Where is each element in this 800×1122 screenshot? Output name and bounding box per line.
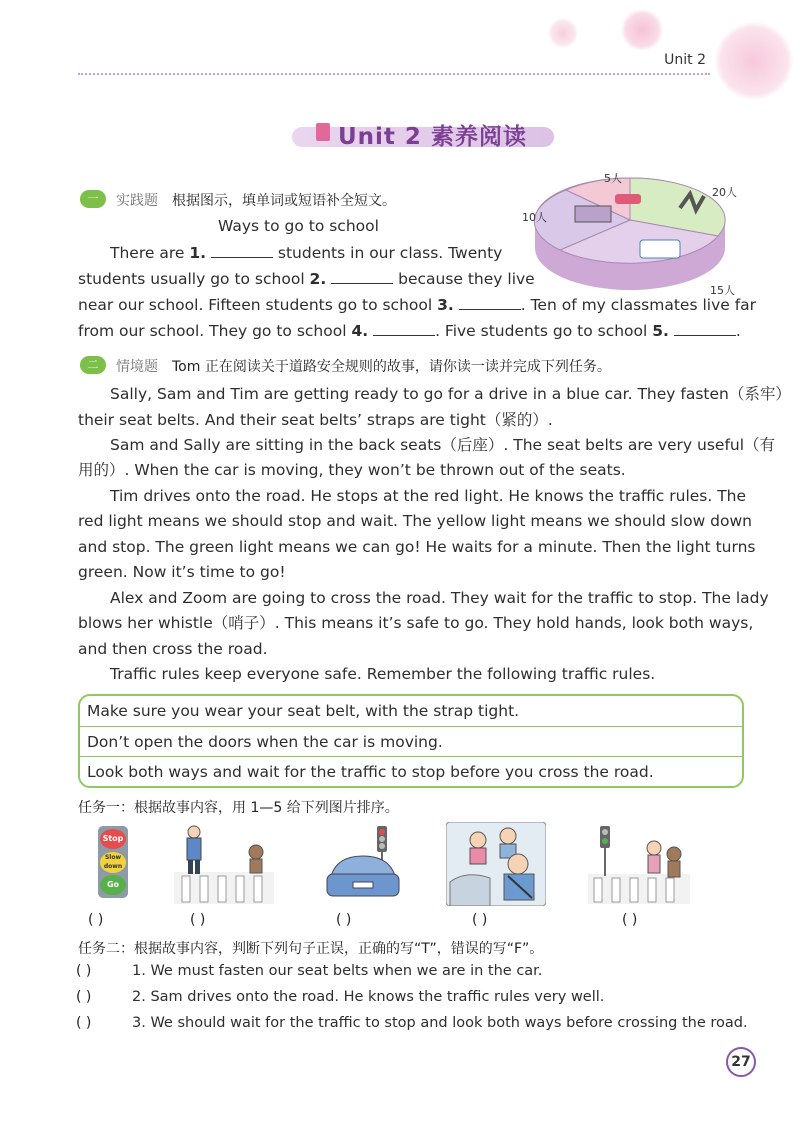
blossom-decoration (548, 18, 578, 48)
story-line: and then cross the road. (78, 640, 268, 658)
tf-answer-1[interactable]: ( ) (76, 963, 92, 979)
svg-text:10人: 10人 (522, 211, 547, 224)
passage-subtitle: Ways to go to school (218, 217, 379, 235)
section-badge-1: 一 (80, 190, 106, 208)
task1-heading: 任务一：根据故事内容，用 1—5 给下列图片排序。 (78, 800, 399, 816)
story-line: 用的）. When the car is moving, they won’t be thrown out of the seats. (78, 461, 626, 479)
story-line: Tim drives onto the road. He stops at the red light. He knows the traffic rules. The (110, 487, 747, 505)
story-line: Sam and Sally are sitting in the back seats（后座）. The seat belts are very useful（有 (110, 436, 776, 454)
order-answer-3[interactable]: ( ) (336, 912, 352, 928)
answer-blank[interactable] (373, 321, 435, 336)
traffic-rules-box (78, 694, 744, 788)
rule-item: Look both ways and wait for the traffic to stop before you cross the road. (80, 756, 742, 787)
story-line: and stop. The green light means we can go! He waits for a minute. Then the light turns (78, 538, 756, 556)
cloze-line: students usually go to school 2. because they live (78, 270, 535, 288)
order-answer-1[interactable]: ( ) (88, 912, 104, 928)
page-number: 27 (726, 1047, 756, 1077)
section-type-1: 实践题 (116, 193, 158, 209)
svg-text:20人: 20人 (712, 186, 737, 199)
tf-statement-2: 2. Sam drives onto the road. He knows the traffic rules very well. (132, 989, 605, 1005)
story-line: Sally, Sam and Tim are getting ready to go for a drive in a blue car. They fasten（系牢） (110, 385, 791, 403)
story-line: red light means we should stop and wait. The yellow light means we should slow down (78, 512, 753, 530)
lady-whistle-crossing-picture (174, 824, 274, 906)
page-title: Unit 2 素养阅读 (338, 124, 527, 150)
answer-blank[interactable] (459, 295, 521, 310)
order-answer-5[interactable]: ( ) (622, 912, 638, 928)
tf-answer-3[interactable]: ( ) (76, 1015, 92, 1031)
svg-text:15人: 15人 (710, 284, 735, 297)
rule-item: Don’t open the doors when the car is moving. (80, 726, 742, 757)
tf-answer-2[interactable]: ( ) (76, 989, 92, 1005)
story-line: Alex and Zoom are going to cross the road. They wait for the traffic to stop. The lady (110, 589, 769, 607)
cloze-line: There are 1. students in our class. Twenty (110, 244, 503, 262)
blossom-decoration (620, 10, 664, 50)
answer-blank[interactable] (674, 321, 736, 336)
traffic-light-picture: Stop Slow down Go (98, 826, 128, 898)
story-line: blows her whistle（哨子）. This means it’s safe to go. They hold hands, look both ways, (78, 614, 754, 632)
kids-crossing-road-picture (588, 824, 690, 906)
svg-text:5人: 5人 (604, 172, 622, 185)
answer-blank[interactable] (331, 269, 393, 284)
story-line: green. Now it’s time to go! (78, 563, 286, 581)
blossom-decoration (715, 22, 793, 100)
order-answer-2[interactable]: ( ) (190, 912, 206, 928)
order-answer-4[interactable]: ( ) (472, 912, 488, 928)
section-instruction-2: Tom 正在阅读关于道路安全规则的故事，请你读一读并完成下列任务。 (172, 359, 611, 375)
rule-item: Make sure you wear your seat belt, with the strap tight. (87, 702, 520, 720)
cloze-line: from our school. They go to school 4. . Five students go to school 5. . (78, 322, 741, 340)
book-icon (316, 123, 330, 141)
section-type-2: 情境题 (116, 359, 158, 375)
story-line: Traffic rules keep everyone safe. Remember the following traffic rules. (110, 665, 656, 683)
tf-statement-1: 1. We must fasten our seat belts when we are in the car. (132, 963, 543, 979)
car-at-red-light-picture (323, 824, 403, 906)
unit-label: Unit 2 (664, 52, 706, 68)
cloze-line: near our school. Fifteen students go to school 3. . Ten of my classmates live far (78, 296, 757, 314)
section-instruction-1: 根据图示，填单词或短语补全短文。 (172, 193, 396, 209)
header-divider (78, 73, 710, 75)
story-line: their seat belts. And their seat belts’ straps are tight（紧的）. (78, 411, 553, 429)
tf-statement-3: 3. We should wait for the traffic to stop and look both ways before crossing the road. (132, 1015, 748, 1031)
transport-pie-chart (520, 168, 750, 298)
task2-heading: 任务二：根据故事内容，判断下列句子正误，正确的写“T”，错误的写“F”。 (78, 941, 544, 957)
answer-blank[interactable] (211, 243, 273, 258)
section-badge-2: 二 (80, 356, 106, 374)
family-in-car-picture (446, 822, 546, 906)
